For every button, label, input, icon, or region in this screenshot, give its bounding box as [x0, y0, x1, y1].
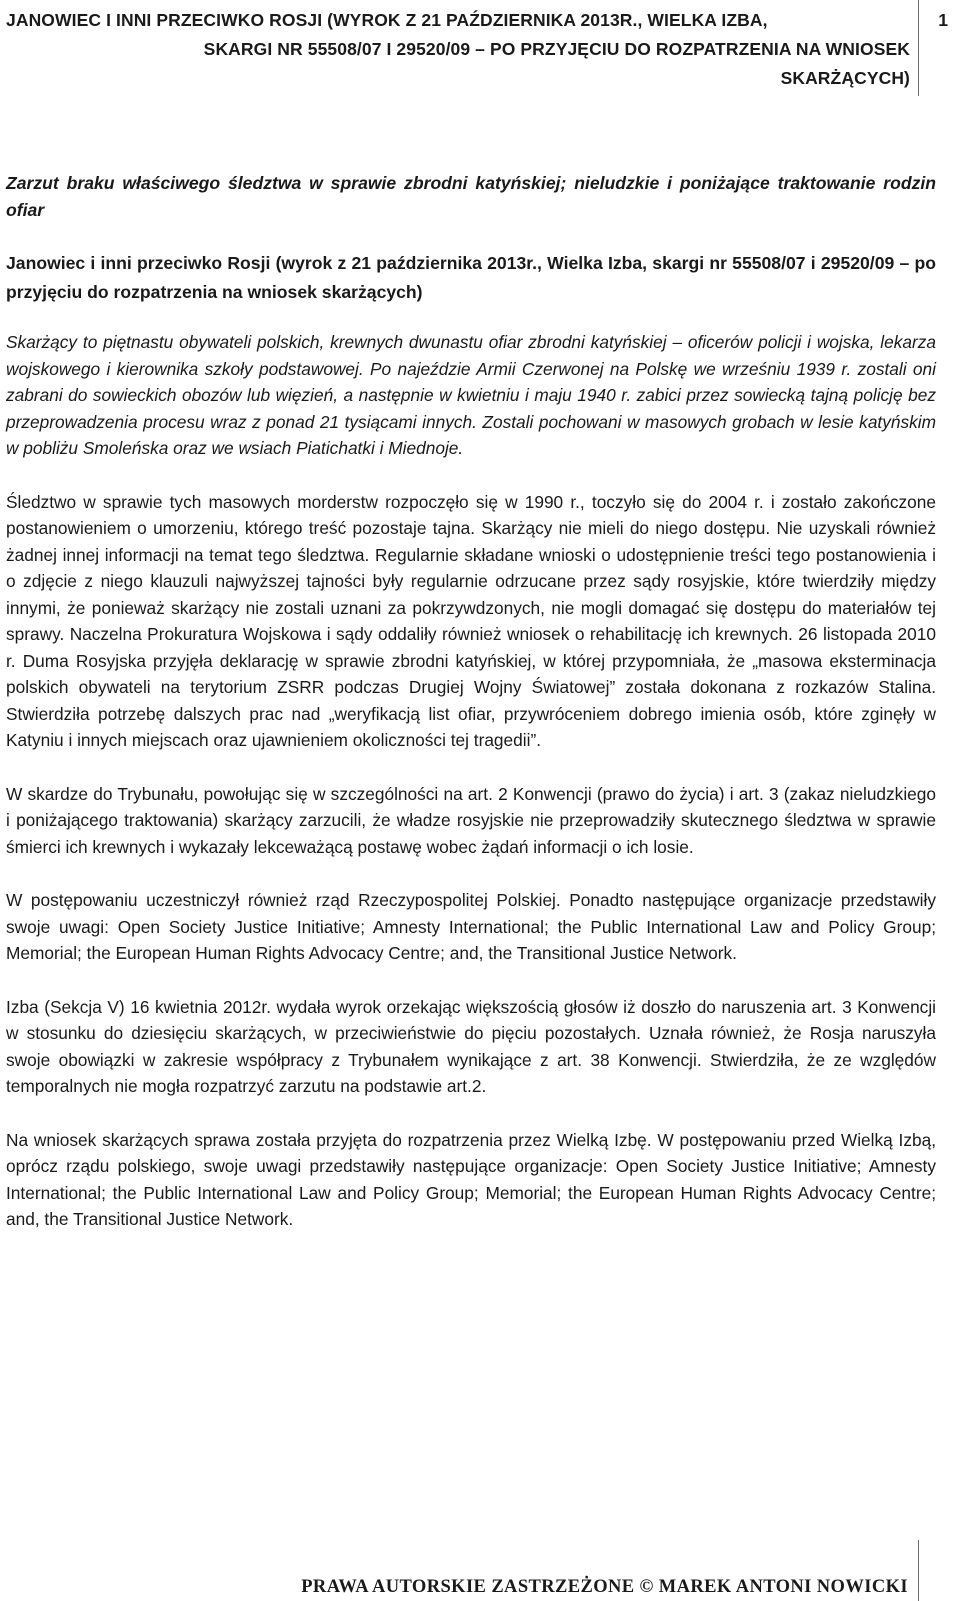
page-number: 1 [938, 10, 948, 30]
chamber-ruling-paragraph: Izba (Sekcja V) 16 kwietnia 2012r. wydała wyrok orzekając większością głosów iż doszło do naruszenia art. 3 Konwencji w stosunku do dziesięciu skarżących, w przeciwieństwie do pięciu pozostałych. Uznała również, że Rosja naruszyła swoje obowiązki w zakresie współpracy z Trybunałem wynikające z art. 38 Konwencji. Stwierdziła, że ze względów temporalnych nie mogła rozpatrzyć zarzutu na podstawie art.2. [6, 996, 936, 1096]
running-header [6, 6, 910, 93]
header-line-2: SKARGI NR 55508/07 I 29520/09 – PO PRZYJĘCIU DO ROZPATRZENIA NA WNIOSEK [203, 39, 910, 59]
case-subject: Zarzut braku właściwego śledztwa w sprawie zbrodni katyńskiej; nieludzkie i poniżające traktowanie rodzin ofiar [6, 173, 936, 220]
header-divider [918, 0, 919, 96]
header-line-1: JANOWIEC I INNI PRZECIWKO ROSJI (WYROK Z 21 PAŹDZIERNIKA 2013R., WIELKA IZBA, [6, 10, 768, 30]
copyright-footer: PRAWA AUTORSKIE ZASTRZEŻONE © MAREK ANTONI NOWICKI [301, 1577, 908, 1597]
footer-divider [918, 1540, 919, 1601]
case-title: Janowiec i inni przeciwko Rosji (wyrok z 21 października 2013r., Wielka Izba, skargi nr 55508/07 i 29520/09 – po przyjęciu do rozpatrzenia na wniosek skarżących) [6, 253, 936, 302]
complaint-paragraph: W skardze do Trybunału, powołując się w szczególności na art. 2 Konwencji (prawo do życia) i art. 3 (zakaz nieludzkiego i poniżającego traktowania) skarżący zarzucili, że władze rosyjskie nie przeprowadziły skutecznego śledztwa w sprawie śmierci ich krewnych i wykazały lekceważącą postawę wobec żądań informacji o ich losie. [6, 783, 936, 857]
participants-paragraph: W postępowaniu uczestniczył również rząd Rzeczypospolitej Polskiej. Ponadto następujące organizacje przedstawiły swoje uwagi: Open Society Justice Initiative; Amnesty International; the Public International Law and Policy Group; Memorial; the European Human Rights Advocacy Centre; and, the Transitional Justice Network. [6, 890, 936, 963]
header-line-3: SKARŻĄCYCH) [780, 68, 910, 88]
document-body [6, 170, 936, 1233]
investigation-paragraph: Śledztwo w sprawie tych masowych morderstw rozpoczęło się w 1990 r., toczyło się do 2004 r. i zostało zakończone postanowieniem o umorzeniu, którego treść pozostaje tajna. Skarżący nie mieli do niego dostępu. Nie uzyskali również żadnej innej informacji na temat tego śledztwa. Regularnie składane wnioski o udostępnienie treści tego postanowienia i o zdjęcie z niego klauzuli najwyższej tajności były regularnie odrzucane przez sądy rosyjskie, które twierdziły między innymi, że ponieważ skarżący nie zostali uznani za pokrzywdzonych, nie mogli domagać się dostępu do materiałów tej sprawy. Naczelna Prokuratura Wojskowa i sądy oddaliły również wniosek o rehabilitację ich krewnych. 26 listopada 2010 r. Duma Rosyjska przyjęła deklarację w sprawie zbrodni katyńskiej, w której przypomniała, że „masowa eksterminacja polskich obywateli na terytorium ZSRR podczas Drugiej Wojny Światowej” została dokonana z rozkazów Stalina. Stwierdziła potrzebę dalszych prac nad „weryfikacją list ofiar, przywróceniem dobrego imienia osób, które zginęły w Katyniu i innych miejscach oraz ujawnieniem okoliczności tej tragedii”. [6, 491, 936, 750]
grand-chamber-paragraph: Na wniosek skarżących sprawa została przyjęta do rozpatrzenia przez Wielką Izbę. W postępowaniu przed Wielką Izbą, oprócz rządu polskiego, swoje uwagi przedstawiły następujące organizacje: Open Society Justice Initiative; Amnesty International; the Public International Law and Policy Group; Memorial; the European Human Rights Advocacy Centre; and, the Transitional Justice Network. [6, 1129, 936, 1229]
facts-paragraph: Skarżący to piętnastu obywateli polskich, krewnych dwunastu ofiar zbrodni katyńskiej – oficerów policji i wojska, lekarza wojskowego i kierownika szkoły podstawowej. Po najeździe Armii Czerwonej na Polskę we wrześniu 1939 r. zostali oni zabrani do sowieckich obozów lub więzień, a następnie w kwietniu i maju 1940 r. zabici przez sowiecką tajną policję bez przeprowadzenia procesu wraz z ponad 21 tysiącami innych. Zostali pochowani w masowych grobach w lesie katyńskim w pobliżu Smoleńska oraz we wsiach Piatichatki i Miednoje. [6, 332, 936, 458]
